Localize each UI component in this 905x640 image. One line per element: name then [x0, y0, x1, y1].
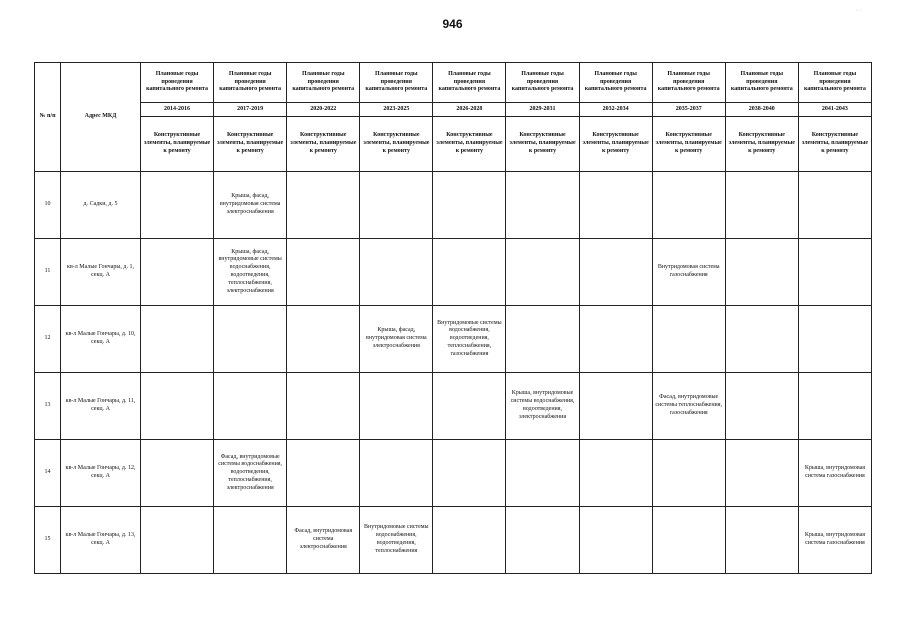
- repair-cell: Фасад, внутридомовые системы теплоснабжения, газоснабжения: [652, 373, 725, 440]
- repair-cell: [725, 239, 798, 306]
- repair-cell: [652, 507, 725, 574]
- repair-cell: [433, 507, 506, 574]
- header-years-2: 2020-2022: [287, 103, 360, 117]
- header-years-1: 2017-2019: [214, 103, 287, 117]
- repair-cell: [798, 239, 871, 306]
- row-number: 10: [35, 172, 61, 239]
- header-plan-label: Плановые годы проведения капитального ремонта: [506, 63, 579, 103]
- repair-cell: [652, 306, 725, 373]
- header-years-6: 2032-2034: [579, 103, 652, 117]
- repair-cell: [360, 239, 433, 306]
- table-row: [35, 172, 872, 239]
- repair-cell: [433, 440, 506, 507]
- header-plan-label: Плановые годы проведения капитального ремонта: [798, 63, 871, 103]
- table-row: [35, 373, 872, 440]
- header-plan-label: Плановые годы проведения капитального ремонта: [214, 63, 287, 103]
- header-plan-label: Плановые годы проведения капитального ремонта: [725, 63, 798, 103]
- header-elements-label: Конструктивные элементы, планируемые к ремонту: [214, 117, 287, 172]
- repair-cell: [652, 440, 725, 507]
- header-num: № п/п: [35, 63, 61, 172]
- repair-cell: [287, 239, 360, 306]
- header-plan-label: Плановые годы проведения капитального ремонта: [287, 63, 360, 103]
- table-row: [35, 507, 872, 574]
- repair-cell: [506, 172, 579, 239]
- header-row-years: [35, 103, 872, 117]
- header-elements-label: Конструктивные элементы, планируемые к ремонту: [506, 117, 579, 172]
- repair-cell: [141, 172, 214, 239]
- scan-mark: · ·: [856, 8, 862, 14]
- row-number: 11: [35, 239, 61, 306]
- row-address: кв-л Малые Гончары, д. 10, секц. А: [61, 306, 141, 373]
- repair-cell: [141, 507, 214, 574]
- header-elements-label: Конструктивные элементы, планируемые к ремонту: [725, 117, 798, 172]
- header-years-0: 2014-2016: [141, 103, 214, 117]
- repair-cell: Крыша, внутридомовые системы водоснабжения, водоотведения, электроснабжения: [506, 373, 579, 440]
- header-elements-label: Конструктивные элементы, планируемые к ремонту: [360, 117, 433, 172]
- header-elements-label: Конструктивные элементы, планируемые к ремонту: [579, 117, 652, 172]
- repair-cell: [725, 172, 798, 239]
- header-years-3: 2023-2025: [360, 103, 433, 117]
- row-address: кв-л Малые Гончары, д. 1, секц. А: [61, 239, 141, 306]
- repair-cell: [798, 373, 871, 440]
- repair-cell: [725, 507, 798, 574]
- header-elements-label: Конструктивные элементы, планируемые к ремонту: [141, 117, 214, 172]
- header-plan-label: Плановые годы проведения капитального ремонта: [141, 63, 214, 103]
- repair-cell: [798, 172, 871, 239]
- repair-cell: [579, 373, 652, 440]
- repair-cell: [360, 172, 433, 239]
- row-address: кв-л Малые Гончары, д. 12, секц. А: [61, 440, 141, 507]
- repair-cell: [141, 440, 214, 507]
- table-row: [35, 306, 872, 373]
- header-row-plan: [35, 63, 872, 103]
- repair-cell: [214, 373, 287, 440]
- header-elements-label: Конструктивные элементы, планируемые к ремонту: [652, 117, 725, 172]
- repair-cell: [579, 440, 652, 507]
- repair-cell: [214, 507, 287, 574]
- repair-cell: Крыша, фасад, внутридомовая система электроснабжения: [214, 172, 287, 239]
- repair-cell: [725, 306, 798, 373]
- repair-cell: [141, 306, 214, 373]
- repair-cell: [798, 306, 871, 373]
- header-elements-label: Конструктивные элементы, планируемые к ремонту: [433, 117, 506, 172]
- repair-cell: [433, 239, 506, 306]
- header-elements-label: Конструктивные элементы, планируемые к ремонту: [798, 117, 871, 172]
- repair-cell: [506, 239, 579, 306]
- repair-cell: [652, 172, 725, 239]
- header-plan-label: Плановые годы проведения капитального ремонта: [433, 63, 506, 103]
- repair-cell: [287, 440, 360, 507]
- row-address: кв-л Малые Гончары, д. 11, секц. А: [61, 373, 141, 440]
- repair-cell: Фасад, внутридомовая система электроснабжения: [287, 507, 360, 574]
- row-address: кв-л Малые Гончары, д. 13, секц. А: [61, 507, 141, 574]
- repair-cell: Внутридомовые системы водоснабжения, водоотведения, теплоснабжения, газоснабжения: [433, 306, 506, 373]
- row-address: д. Садки, д. 5: [61, 172, 141, 239]
- repair-cell: [287, 373, 360, 440]
- repair-cell: Внутридомовая система газоснабжения: [652, 239, 725, 306]
- row-number: 15: [35, 507, 61, 574]
- header-row-elements: [35, 117, 872, 172]
- repair-cell: [579, 239, 652, 306]
- header-elements-label: Конструктивные элементы, планируемые к ремонту: [287, 117, 360, 172]
- header-years-8: 2038-2040: [725, 103, 798, 117]
- repair-cell: [506, 440, 579, 507]
- repair-cell: [433, 373, 506, 440]
- header-years-5: 2029-2031: [506, 103, 579, 117]
- repair-cell: [214, 306, 287, 373]
- repair-cell: Крыша, внутридомовая система газоснабжения: [798, 507, 871, 574]
- row-number: 13: [35, 373, 61, 440]
- row-number: 14: [35, 440, 61, 507]
- repair-cell: [725, 373, 798, 440]
- repair-cell: [287, 172, 360, 239]
- repair-cell: Внутридомовые системы водоснабжения, водоотведения, теплоснабжения: [360, 507, 433, 574]
- table-row: [35, 239, 872, 306]
- repair-cell: [360, 440, 433, 507]
- header-plan-label: Плановые годы проведения капитального ремонта: [579, 63, 652, 103]
- header-years-4: 2026-2028: [433, 103, 506, 117]
- repair-cell: [579, 507, 652, 574]
- header-years-7: 2035-2037: [652, 103, 725, 117]
- header-address: Адрес МКД: [61, 63, 141, 172]
- header-plan-label: Плановые годы проведения капитального ремонта: [652, 63, 725, 103]
- repair-cell: [579, 172, 652, 239]
- header-plan-label: Плановые годы проведения капитального ремонта: [360, 63, 433, 103]
- row-number: 12: [35, 306, 61, 373]
- header-years-9: 2041-2043: [798, 103, 871, 117]
- table-row: [35, 440, 872, 507]
- repair-cell: Крыша, фасад, внутридомовая система электроснабжения: [360, 306, 433, 373]
- repair-cell: Фасад, внутридомовые системы водоснабжения, водоотведения, теплоснабжения, электроснабжения: [214, 440, 287, 507]
- repair-cell: [287, 306, 360, 373]
- repair-cell: [360, 373, 433, 440]
- repair-cell: [506, 507, 579, 574]
- page-number: 946: [442, 17, 463, 31]
- repair-cell: [725, 440, 798, 507]
- repair-cell: [141, 239, 214, 306]
- repair-plan-table: [34, 62, 872, 574]
- repair-cell: Крыша, внутридомовая система газоснабжения: [798, 440, 871, 507]
- repair-cell: [506, 306, 579, 373]
- repair-cell: [141, 373, 214, 440]
- repair-cell: [433, 172, 506, 239]
- repair-cell: [579, 306, 652, 373]
- repair-cell: Крыша, фасад, внутридомовые системы водоснабжения, водоотведения, теплоснабжения, электроснабжения: [214, 239, 287, 306]
